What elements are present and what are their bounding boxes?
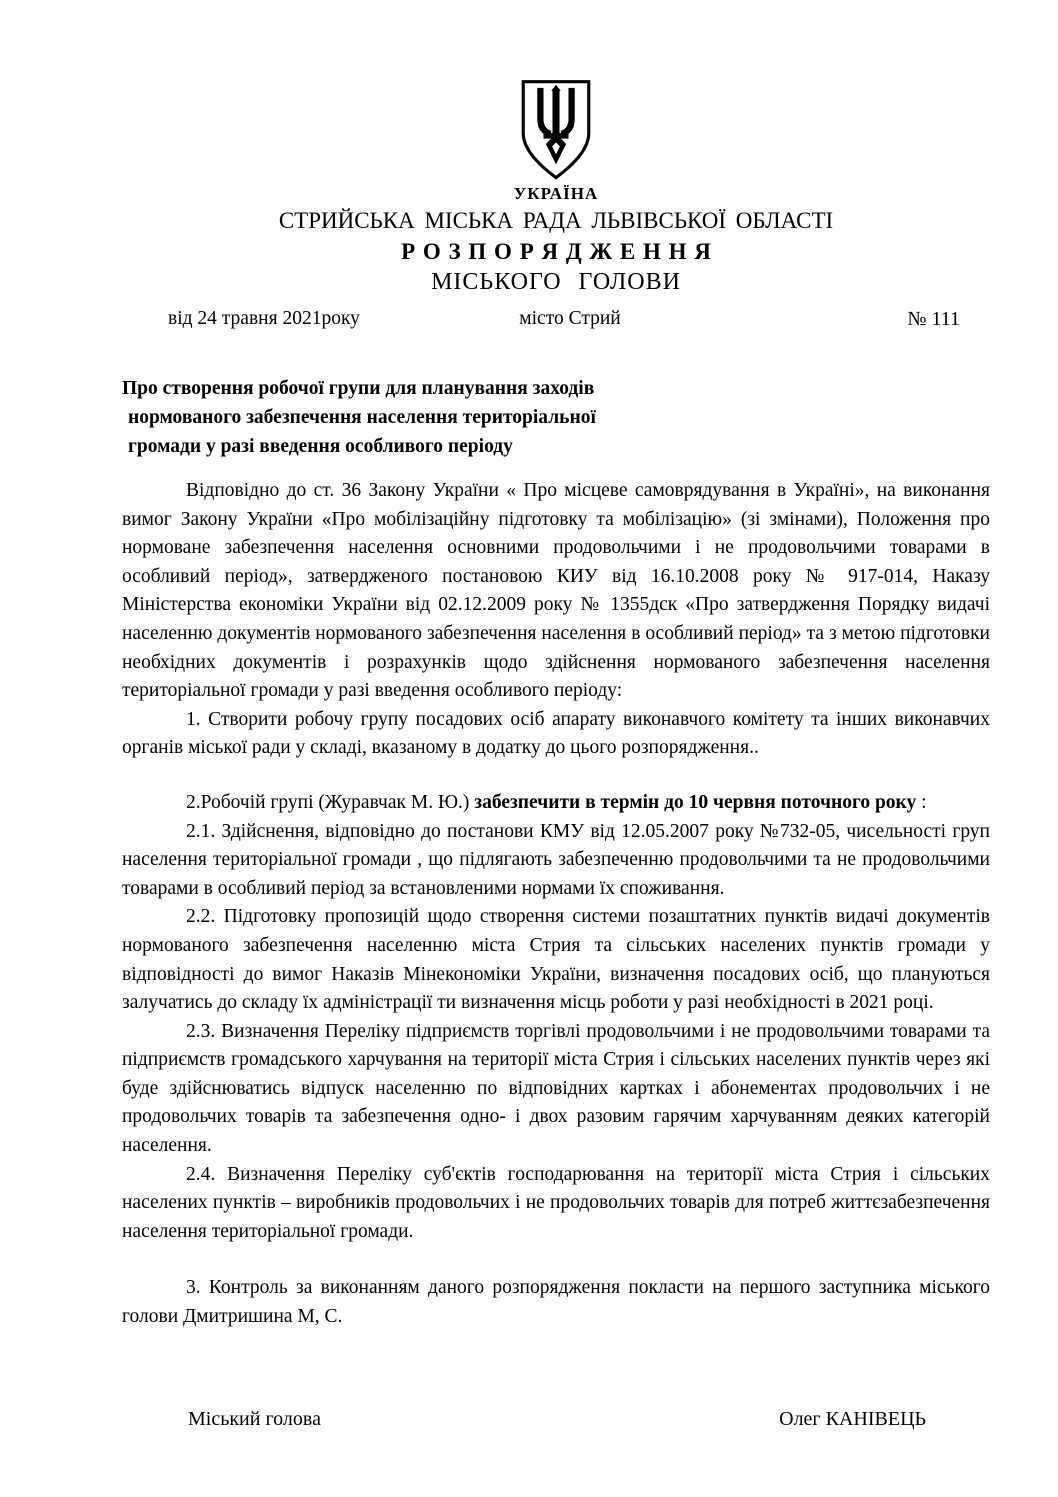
subject-line: нормованого забезпечення населення територіальної [128,407,596,428]
signature-block [122,1406,990,1432]
council-name: СТРИЙСЬКА МІСЬКА РАДА ЛЬВІВСЬКОЇ ОБЛАСТІ [278,208,834,233]
paragraph-preamble: Відповідно до ст. 36 Закону України « Про місцеве самоврядування в Україні», на виконання вимог Закону України «Про мобілізаційну підготовку та мобілізацію» (зі змінами), Положення про нормоване забезпечення населення основними продовольчими і не продовольчими товарами в особливий період», затвердженого постановою КИУ від 16.10.2008 року № 917-014, Наказу Міністерства економіки України від 02.12.2009 року № 1355дск «Про затвердження Порядку видачі населенню документів нормованого забезпечення населення в особливий період» та з метою підготовки необхідних документів і розрахунків щодо здійснення нормованого забезпечення населення територіальної громади у разі введення особливого періоду: [122,480,990,702]
paragraph-item-3: 3. Контроль за виконанням даного розпорядження покласти на першого заступника міського голови Дмитришина М, С. [122,1277,990,1328]
paragraph-item-2-4: 2.4. Визначення Переліку суб'єктів господарювання на території міста Стрия і сільських населених пунктів – виробників продовольчих і не продовольчих товарів для потреб життєзабезпечення населення територіальної громади. [122,1163,990,1242]
issuer-title: МІСЬКОГО ГОЛОВИ [431,269,681,295]
paragraph-item-2-2: 2.2. Підготовку пропозицій щодо створення системи позаштатних пунктів видачі документів нормованого забезпечення населенню міста Стрия та сільських населених пунктів громади у відповідності до вимог Наказів Мінекономіки України, визначення посадових осіб, що плануються залучатись до складу їх адміністрації ти визначення місць роботи у разі необхідності в 2021 році. [122,906,990,1014]
paragraph-item-1: 1. Створити робочу групу посадових осіб апарату виконавчого комітету та інших виконавчих органів міської ради у складі, вказаному в додатку до цього розпорядження.. [122,708,990,759]
document-number: № 111 [907,308,960,330]
subject-line: Про створення робочої групи для планування заходів [122,378,595,399]
signature-name: Олег КАНІВЕЦЬ [779,1407,926,1430]
country-label: УКРАЇНА [513,184,599,203]
subject-line: громади у разі введення особливого періоду [128,436,513,457]
paragraph-item-2-1: 2.1. Здійснення, відповідно до постанови КМУ від 12.05.2007 року №732-05, чисельності груп населення територіальної громади , що підлягають забезпеченню продовольчими та не продовольчими товарами в особливий період за встановленими нормами їх споживання. [122,820,990,899]
signature-position: Міський голова [188,1407,321,1430]
document-meta-row [122,306,990,332]
item-2-intro: 2.Робочій групі (Журавчак М. Ю.) [186,791,475,813]
paragraph-item-2 [122,789,990,818]
item-2-deadline-bold: забезпечити в термін до 10 червня поточного року [474,791,917,813]
item-2-tail: : [916,791,927,813]
document-place: місто Стрий [519,308,621,329]
document-type-title: Р О З П О Р Я Д Ж Е Н Н Я [401,239,711,264]
document-date: від 24 травня 2021року [168,308,360,329]
paragraph-item-2-3: 2.3. Визначення Переліку підприємств торгівлі продовольчими і не продовольчими товарами та підприємств громадського харчування на території міста Стрия і сільських населених пунктів через які буде здійснюватись відпуск населенню по відповідних картках і абонементах продовольчих і не продовольчих товарів та забезпечення одно- і двох разовим гарячим харчуванням деяких категорій населення. [122,1020,990,1157]
ukraine-trident-icon [517,78,595,182]
document-body [122,477,990,1332]
coat-of-arms [122,78,990,182]
document-subject [122,374,990,461]
